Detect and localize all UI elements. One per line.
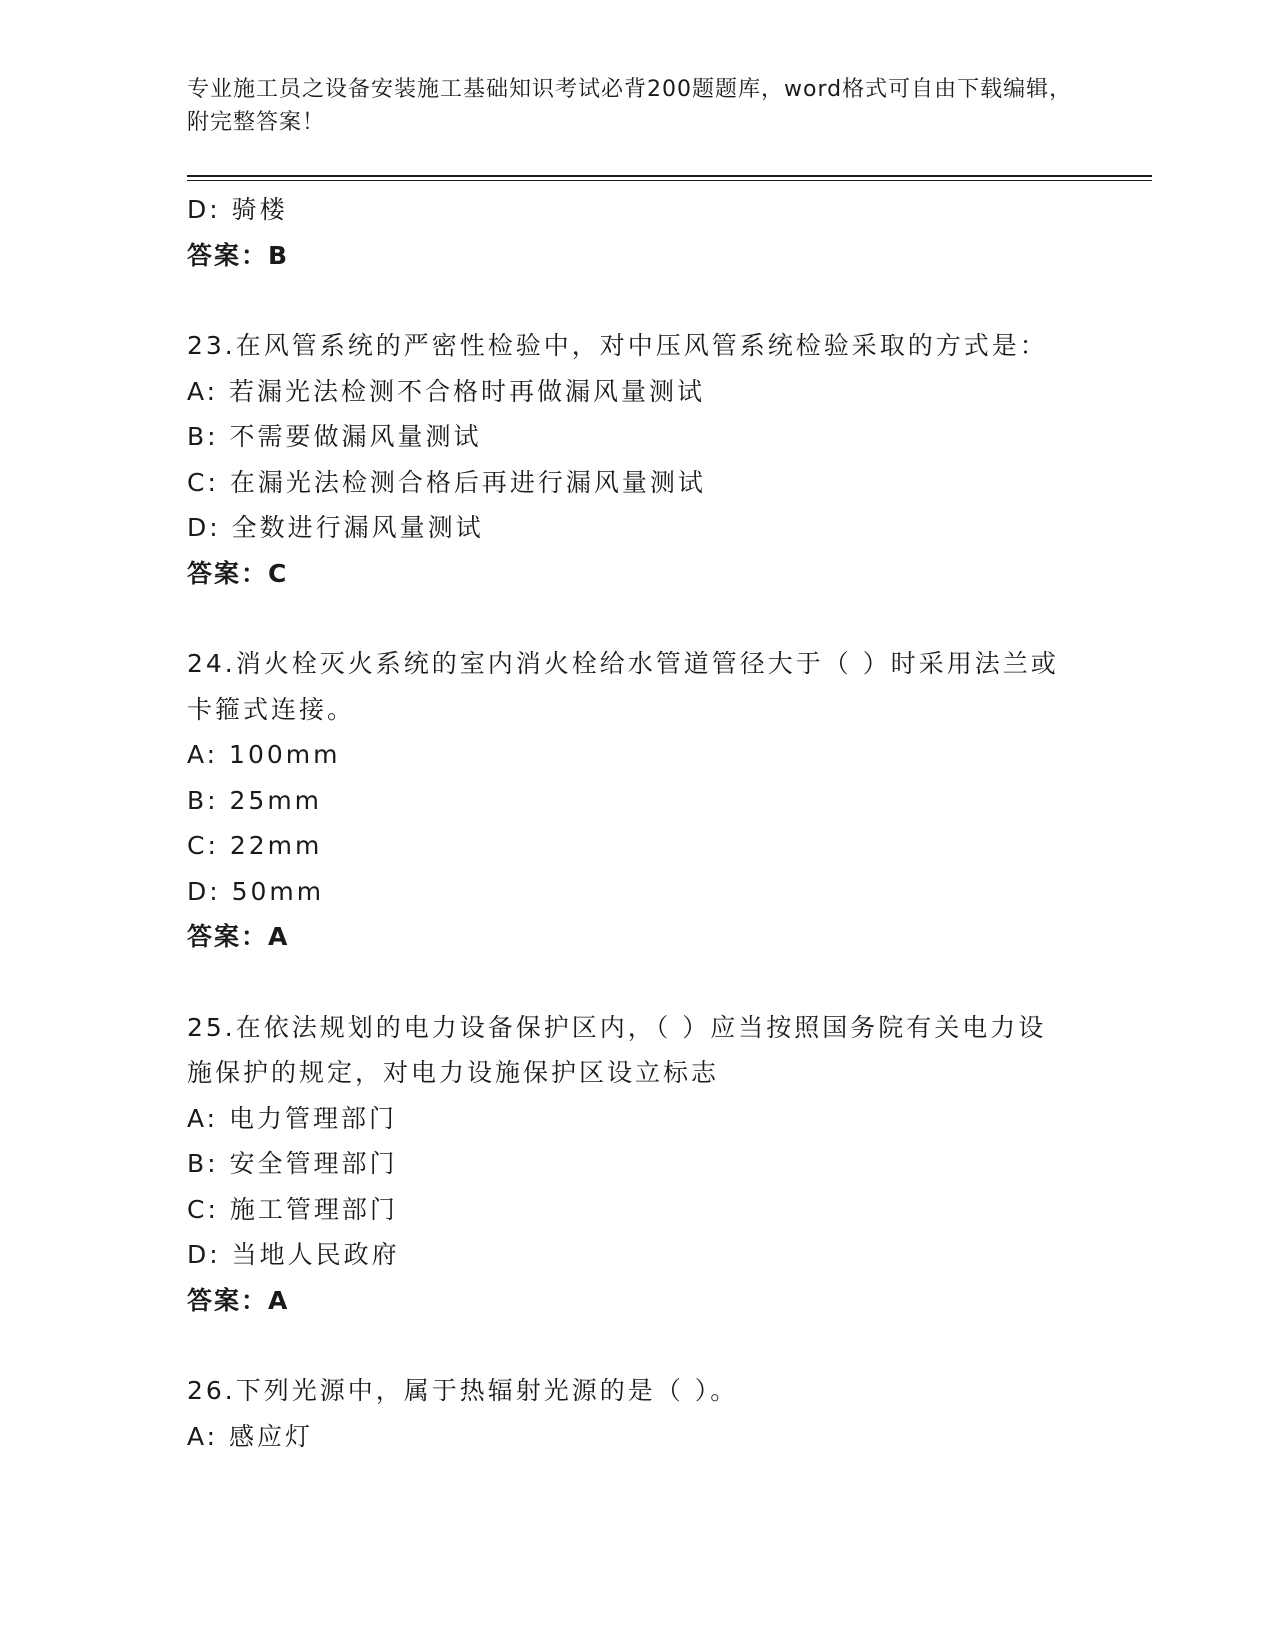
option-d: D: 当地人民政府 [187,1240,400,1269]
option-a: A: 电力管理部门 [187,1103,398,1133]
option-a: A: 若漏光法检测不合格时再做漏风量测试 [187,376,706,406]
question-25 [187,1005,1067,1324]
question-list [187,187,1067,1459]
option-c: C: 22mm [187,831,323,860]
page-header: 专业施工员之设备安装施工基础知识考试必背200题题库，word格式可自由下载编辑，附完整答案！ [187,77,1073,135]
option-d: D: 骑楼 [187,195,288,224]
question-23 [187,323,1067,596]
option-a: A: 感应灯 [187,1421,314,1451]
answer: 答案：C [187,558,289,588]
question-26 [187,1368,1067,1459]
option-d: D: 50mm [187,876,325,906]
option-b: B: 不需要做漏风量测试 [187,422,482,451]
question-title: 23.在风管系统的严密性检验中，对中压风管系统检验采取的方式是： [187,331,1048,360]
option-c: C: 在漏光法检测合格后再进行漏风量测试 [187,467,706,497]
option-c: C: 施工管理部门 [187,1194,398,1224]
answer: 答案：A [187,1285,290,1315]
option-b: B: 安全管理部门 [187,1149,398,1178]
question-title: 26.下列光源中，属于热辐射光源的是（ ）。 [187,1376,739,1405]
option-b: B: 25mm [187,785,323,815]
answer: 答案：B [187,240,290,270]
option-a: A: 100mm [187,740,341,769]
header-rule-thick [187,175,1152,177]
question-title: 25.在依法规划的电力设备保护区内，（ ）应当按照国务院有关电力设施保护的规定，对电力设施保护区设立标志 [187,1012,1047,1087]
answer: 答案：A [187,922,290,951]
option-d: D: 全数进行漏风量测试 [187,513,484,542]
question-24 [187,641,1067,960]
question-title: 24.消火栓灭火系统的室内消火栓给水管道管径大于（ ）时采用法兰或卡箍式连接。 [187,649,1059,724]
header-rule-thin [187,180,1152,181]
